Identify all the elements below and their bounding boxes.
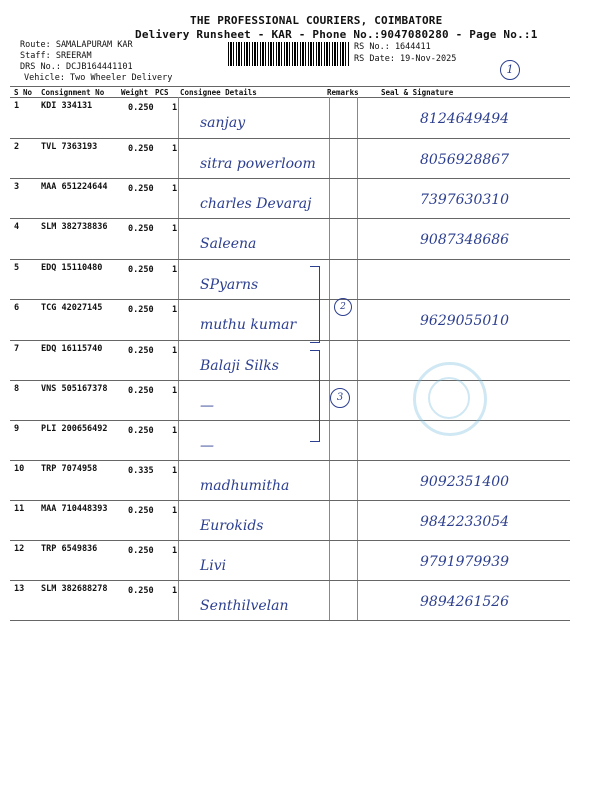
row-pcs: 1 <box>172 103 178 113</box>
row-consignment-no: PLI 200656492 <box>41 424 108 434</box>
table-row <box>0 259 600 299</box>
row-signature: 8124649494 <box>420 111 510 127</box>
table-row <box>0 460 600 500</box>
row-weight: 0.250 <box>128 506 154 516</box>
row-pcs: 1 <box>172 386 178 396</box>
table-row <box>0 380 600 420</box>
row-consignee: — <box>200 438 214 454</box>
row-sno: 7 <box>14 344 20 354</box>
row-consignment-no: SLM 382738836 <box>41 222 108 232</box>
row-consignment-no: TRP 7074958 <box>41 464 98 474</box>
table-row <box>0 299 600 340</box>
row-sno: 4 <box>14 222 20 232</box>
table-row <box>0 580 600 620</box>
row-pcs: 1 <box>172 506 178 516</box>
row-sno: 6 <box>14 303 20 313</box>
row-sno: 11 <box>14 504 25 514</box>
row-consignment-no: TRP 6549836 <box>41 544 98 554</box>
row-weight: 0.250 <box>128 265 154 275</box>
company-seal-inner <box>428 377 470 419</box>
drs-label: DRS No.: DCJB164441101 <box>20 62 133 72</box>
col-pcs: PCS <box>155 88 169 97</box>
row-pcs: 1 <box>172 346 178 356</box>
row-consignee: Livi <box>200 558 227 574</box>
row-weight: 0.250 <box>128 346 154 356</box>
row-consignment-no: MAA 651224644 <box>41 182 108 192</box>
row-sno: 1 <box>14 101 20 111</box>
col-seal-signature: Seal & Signature <box>381 88 454 97</box>
table-row <box>0 138 600 178</box>
company-title: THE PROFESSIONAL COURIERS, COIMBATORE <box>190 14 443 27</box>
row-signature: 9087348686 <box>420 232 510 248</box>
row-rule <box>10 620 570 621</box>
row-signature: 9842233054 <box>420 514 510 530</box>
remarks-circle-2: 2 <box>334 298 352 316</box>
row-consignee: Saleena <box>200 236 257 252</box>
rs-date: RS Date: 19-Nov-2025 <box>354 54 457 64</box>
row-pcs: 1 <box>172 184 178 194</box>
row-weight: 0.250 <box>128 426 154 436</box>
barcode <box>228 42 350 66</box>
row-weight: 0.250 <box>128 586 154 596</box>
row-weight: 0.250 <box>128 305 154 315</box>
row-weight: 0.250 <box>128 144 154 154</box>
row-pcs: 1 <box>172 426 178 436</box>
route-label: Route: SAMALAPURAM KAR <box>20 40 133 50</box>
row-consignee: — <box>200 398 214 414</box>
remarks-bracket-3 <box>310 350 320 442</box>
remarks-circle-3: 3 <box>330 388 350 408</box>
rs-number: RS No.: 1644411 <box>354 42 431 52</box>
col-sno: S No <box>14 88 33 97</box>
row-pcs: 1 <box>172 224 178 234</box>
row-sno: 2 <box>14 142 20 152</box>
row-pcs: 1 <box>172 586 178 596</box>
row-signature: 7397630310 <box>420 192 510 208</box>
row-sno: 13 <box>14 584 25 594</box>
row-consignee: sanjay <box>200 115 246 131</box>
table-row <box>0 340 600 380</box>
col-consignment: Consignment No <box>41 88 105 97</box>
row-consignment-no: TVL 7363193 <box>41 142 98 152</box>
row-weight: 0.250 <box>128 103 154 113</box>
row-consignment-no: EDQ 15110480 <box>41 263 103 273</box>
row-consignment-no: TCG 42027145 <box>41 303 103 313</box>
table-row <box>0 218 600 259</box>
table-row <box>0 500 600 540</box>
row-pcs: 1 <box>172 265 178 275</box>
row-consignee: SPyarns <box>200 277 259 293</box>
vehicle-label: Vehicle: Two Wheeler Delivery <box>24 73 173 83</box>
row-pcs: 1 <box>172 546 178 556</box>
row-sno: 12 <box>14 544 25 554</box>
row-signature: 9092351400 <box>420 474 510 490</box>
row-consignment-no: KDI 334131 <box>41 101 93 111</box>
row-pcs: 1 <box>172 144 178 154</box>
row-consignee: charles Devaraj <box>200 196 312 212</box>
row-sno: 8 <box>14 384 20 394</box>
row-sno: 5 <box>14 263 20 273</box>
row-signature: 8056928867 <box>420 152 510 168</box>
row-pcs: 1 <box>172 305 178 315</box>
row-pcs: 1 <box>172 466 178 476</box>
col-remarks: Remarks <box>327 88 359 97</box>
col-weight: Weight <box>121 88 149 97</box>
col-consignee: Consignee Details <box>180 88 257 97</box>
row-consignee: madhumitha <box>200 478 290 494</box>
row-weight: 0.250 <box>128 386 154 396</box>
table-row <box>0 178 600 218</box>
runsheet-subtitle: Delivery Runsheet - KAR - Phone No.:9047080280 - Page No.:1 <box>135 28 538 41</box>
row-consignee: muthu kumar <box>200 317 297 333</box>
row-sno: 10 <box>14 464 25 474</box>
page-circle: 1 <box>500 60 520 80</box>
row-weight: 0.335 <box>128 466 154 476</box>
row-weight: 0.250 <box>128 184 154 194</box>
row-weight: 0.250 <box>128 224 154 234</box>
row-consignee: Balaji Silks <box>200 358 279 374</box>
table-row <box>0 540 600 580</box>
row-consignee: Senthilvelan <box>200 598 289 614</box>
row-sno: 9 <box>14 424 20 434</box>
row-consignment-no: MAA 710448393 <box>41 504 108 514</box>
row-signature: 9629055010 <box>420 313 510 329</box>
row-consignee: sitra powerloom <box>200 156 316 172</box>
row-sno: 3 <box>14 182 20 192</box>
table-row <box>0 97 600 138</box>
row-signature: 9791979939 <box>420 554 510 570</box>
row-consignment-no: EDQ 16115740 <box>41 344 103 354</box>
row-consignment-no: SLM 382688278 <box>41 584 108 594</box>
row-signature: 9894261526 <box>420 594 510 610</box>
header-top-rule <box>10 86 570 87</box>
row-weight: 0.250 <box>128 546 154 556</box>
staff-label: Staff: SREERAM <box>20 51 92 61</box>
row-consignment-no: VNS 505167378 <box>41 384 108 394</box>
table-row <box>0 420 600 460</box>
row-consignee: Eurokids <box>200 518 264 534</box>
remarks-bracket-2 <box>310 266 320 343</box>
